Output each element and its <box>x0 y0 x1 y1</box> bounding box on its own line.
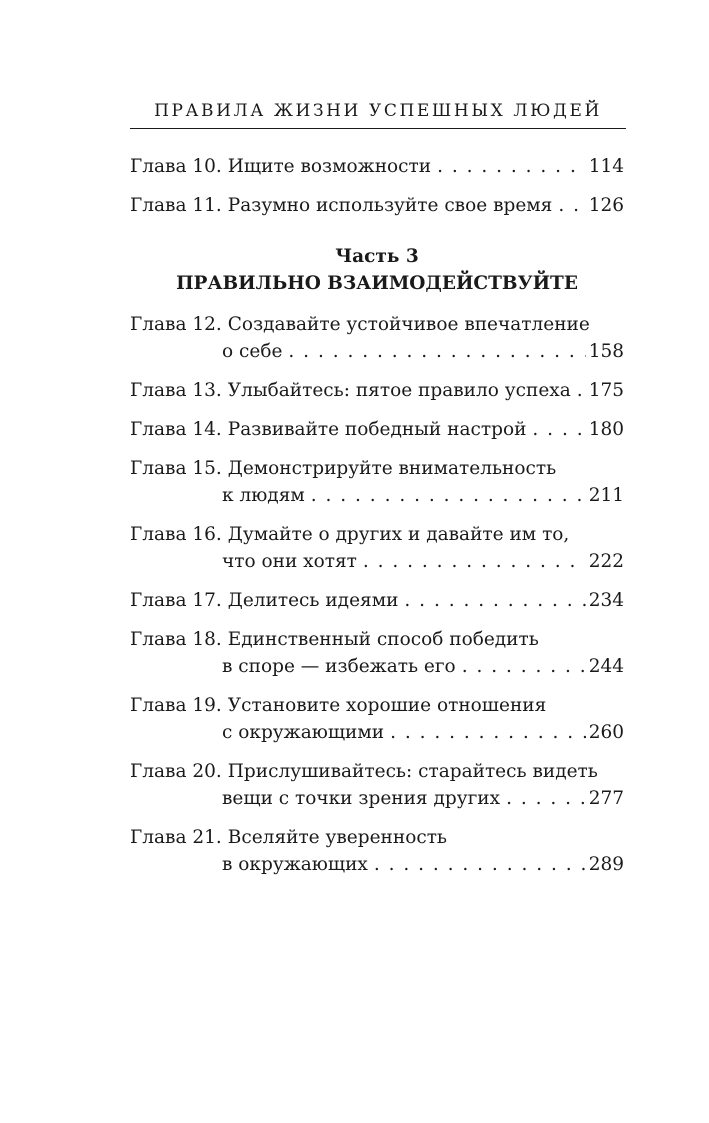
toc-line <box>130 587 624 614</box>
page-number: 289 <box>588 854 624 875</box>
page-number: 234 <box>588 590 624 611</box>
page-number: 277 <box>588 788 624 809</box>
chapter-title: Единственный способ победить <box>227 629 539 650</box>
part-title: ПРАВИЛЬНО ВЗАИМОДЕЙСТВУЙТЕ <box>176 273 578 294</box>
chapter-title: Ищите возможности <box>227 156 432 177</box>
chapter-label: Глава 20. <box>130 761 222 782</box>
chapter-title-cont: вещи с точки зрения других <box>222 788 501 809</box>
chapter-label: Глава 18. <box>130 629 222 650</box>
dot-leader <box>288 338 585 365</box>
chapter-title-cont: что они хотят <box>222 551 357 572</box>
toc-line-continued <box>130 482 624 509</box>
toc-line <box>130 416 624 443</box>
toc-line <box>130 311 624 338</box>
chapter-title: Установите хорошие отношения <box>227 695 547 716</box>
toc-line-continued <box>130 338 624 365</box>
part-heading <box>130 243 624 297</box>
part-number: Часть 3 <box>335 246 419 267</box>
toc-entry-chapter-20 <box>130 758 624 812</box>
toc-line <box>130 455 624 482</box>
chapter-title-cont: о себе <box>222 341 283 362</box>
toc-line <box>130 758 624 785</box>
toc-entry-chapter-14 <box>130 416 624 443</box>
chapter-title: Вселяйте уверенность <box>227 827 448 848</box>
dot-leader <box>532 416 585 443</box>
chapter-label: Глава 10. <box>130 156 222 177</box>
dot-leader <box>311 482 586 509</box>
dot-leader <box>462 653 586 680</box>
chapter-title-cont: к людям <box>222 485 305 506</box>
table-of-contents <box>130 153 624 890</box>
toc-entry-chapter-13 <box>130 377 624 404</box>
page-number: 175 <box>588 380 624 401</box>
toc-line <box>130 521 624 548</box>
toc-line-continued <box>130 653 624 680</box>
chapter-label: Глава 21. <box>130 827 222 848</box>
chapter-label: Глава 16. <box>130 524 222 545</box>
chapter-label: Глава 11. <box>130 195 222 216</box>
toc-entry-chapter-19 <box>130 692 624 746</box>
dot-leader <box>374 851 586 878</box>
page-number: 180 <box>588 419 624 440</box>
toc-entry-chapter-17 <box>130 587 624 614</box>
toc-entry-chapter-18 <box>130 626 624 680</box>
page-number: 211 <box>588 485 624 506</box>
chapter-title: Делитесь идеями <box>227 590 399 611</box>
chapter-label: Глава 14. <box>130 419 222 440</box>
chapter-title-cont: с окружающими <box>222 722 385 743</box>
toc-line <box>130 692 624 719</box>
dot-leader <box>437 153 586 180</box>
page-number: 114 <box>588 156 624 177</box>
running-head: ПРАВИЛА ЖИЗНИ УСПЕШНЫХ ЛЮДЕЙ <box>154 101 602 121</box>
chapter-title: Думайте о других и давайте им то, <box>227 524 570 545</box>
dot-leader <box>558 192 585 219</box>
toc-entry-chapter-15 <box>130 455 624 509</box>
page-number: 260 <box>588 722 624 743</box>
chapter-title-cont: в окружающих <box>222 854 368 875</box>
chapter-label: Глава 19. <box>130 695 222 716</box>
chapter-title: Прислушивайтесь: старайтесь видеть <box>227 761 598 782</box>
chapter-title: Разумно используйте свое время <box>227 195 553 216</box>
dot-leader <box>577 377 586 404</box>
chapter-label: Глава 12. <box>130 314 222 335</box>
chapter-label: Глава 17. <box>130 590 222 611</box>
chapter-label: Глава 13. <box>130 380 222 401</box>
toc-line <box>130 377 624 404</box>
chapter-title: Демонстрируйте внимательность <box>227 458 557 479</box>
toc-entry-chapter-12 <box>130 311 624 365</box>
page-number: 126 <box>588 195 624 216</box>
dot-leader <box>506 785 586 812</box>
chapter-title-cont: в споре — избежать его <box>222 656 456 677</box>
chapter-title: Улыбайтесь: пятое правило успеха <box>227 380 571 401</box>
chapter-label: Глава 15. <box>130 458 222 479</box>
toc-entry-chapter-21 <box>130 824 624 878</box>
toc-entry-chapter-10 <box>130 153 624 180</box>
toc-line <box>130 192 624 219</box>
toc-entry-chapter-16 <box>130 521 624 575</box>
toc-line-continued <box>130 785 624 812</box>
dot-leader <box>363 548 586 575</box>
toc-entry-chapter-11 <box>130 192 624 219</box>
toc-line <box>130 153 624 180</box>
toc-line-continued <box>130 548 624 575</box>
chapter-title: Развивайте победный настрой <box>227 419 527 440</box>
dot-leader <box>390 719 586 746</box>
page-number: 244 <box>588 656 624 677</box>
page-number: 158 <box>588 341 624 362</box>
toc-line-continued <box>130 719 624 746</box>
page-number: 222 <box>588 551 624 572</box>
toc-line <box>130 824 624 851</box>
dot-leader <box>404 587 585 614</box>
toc-line <box>130 626 624 653</box>
toc-line-continued <box>130 851 624 878</box>
chapter-title: Создавайте устойчивое впечатление <box>227 314 590 335</box>
header-rule <box>130 128 626 129</box>
